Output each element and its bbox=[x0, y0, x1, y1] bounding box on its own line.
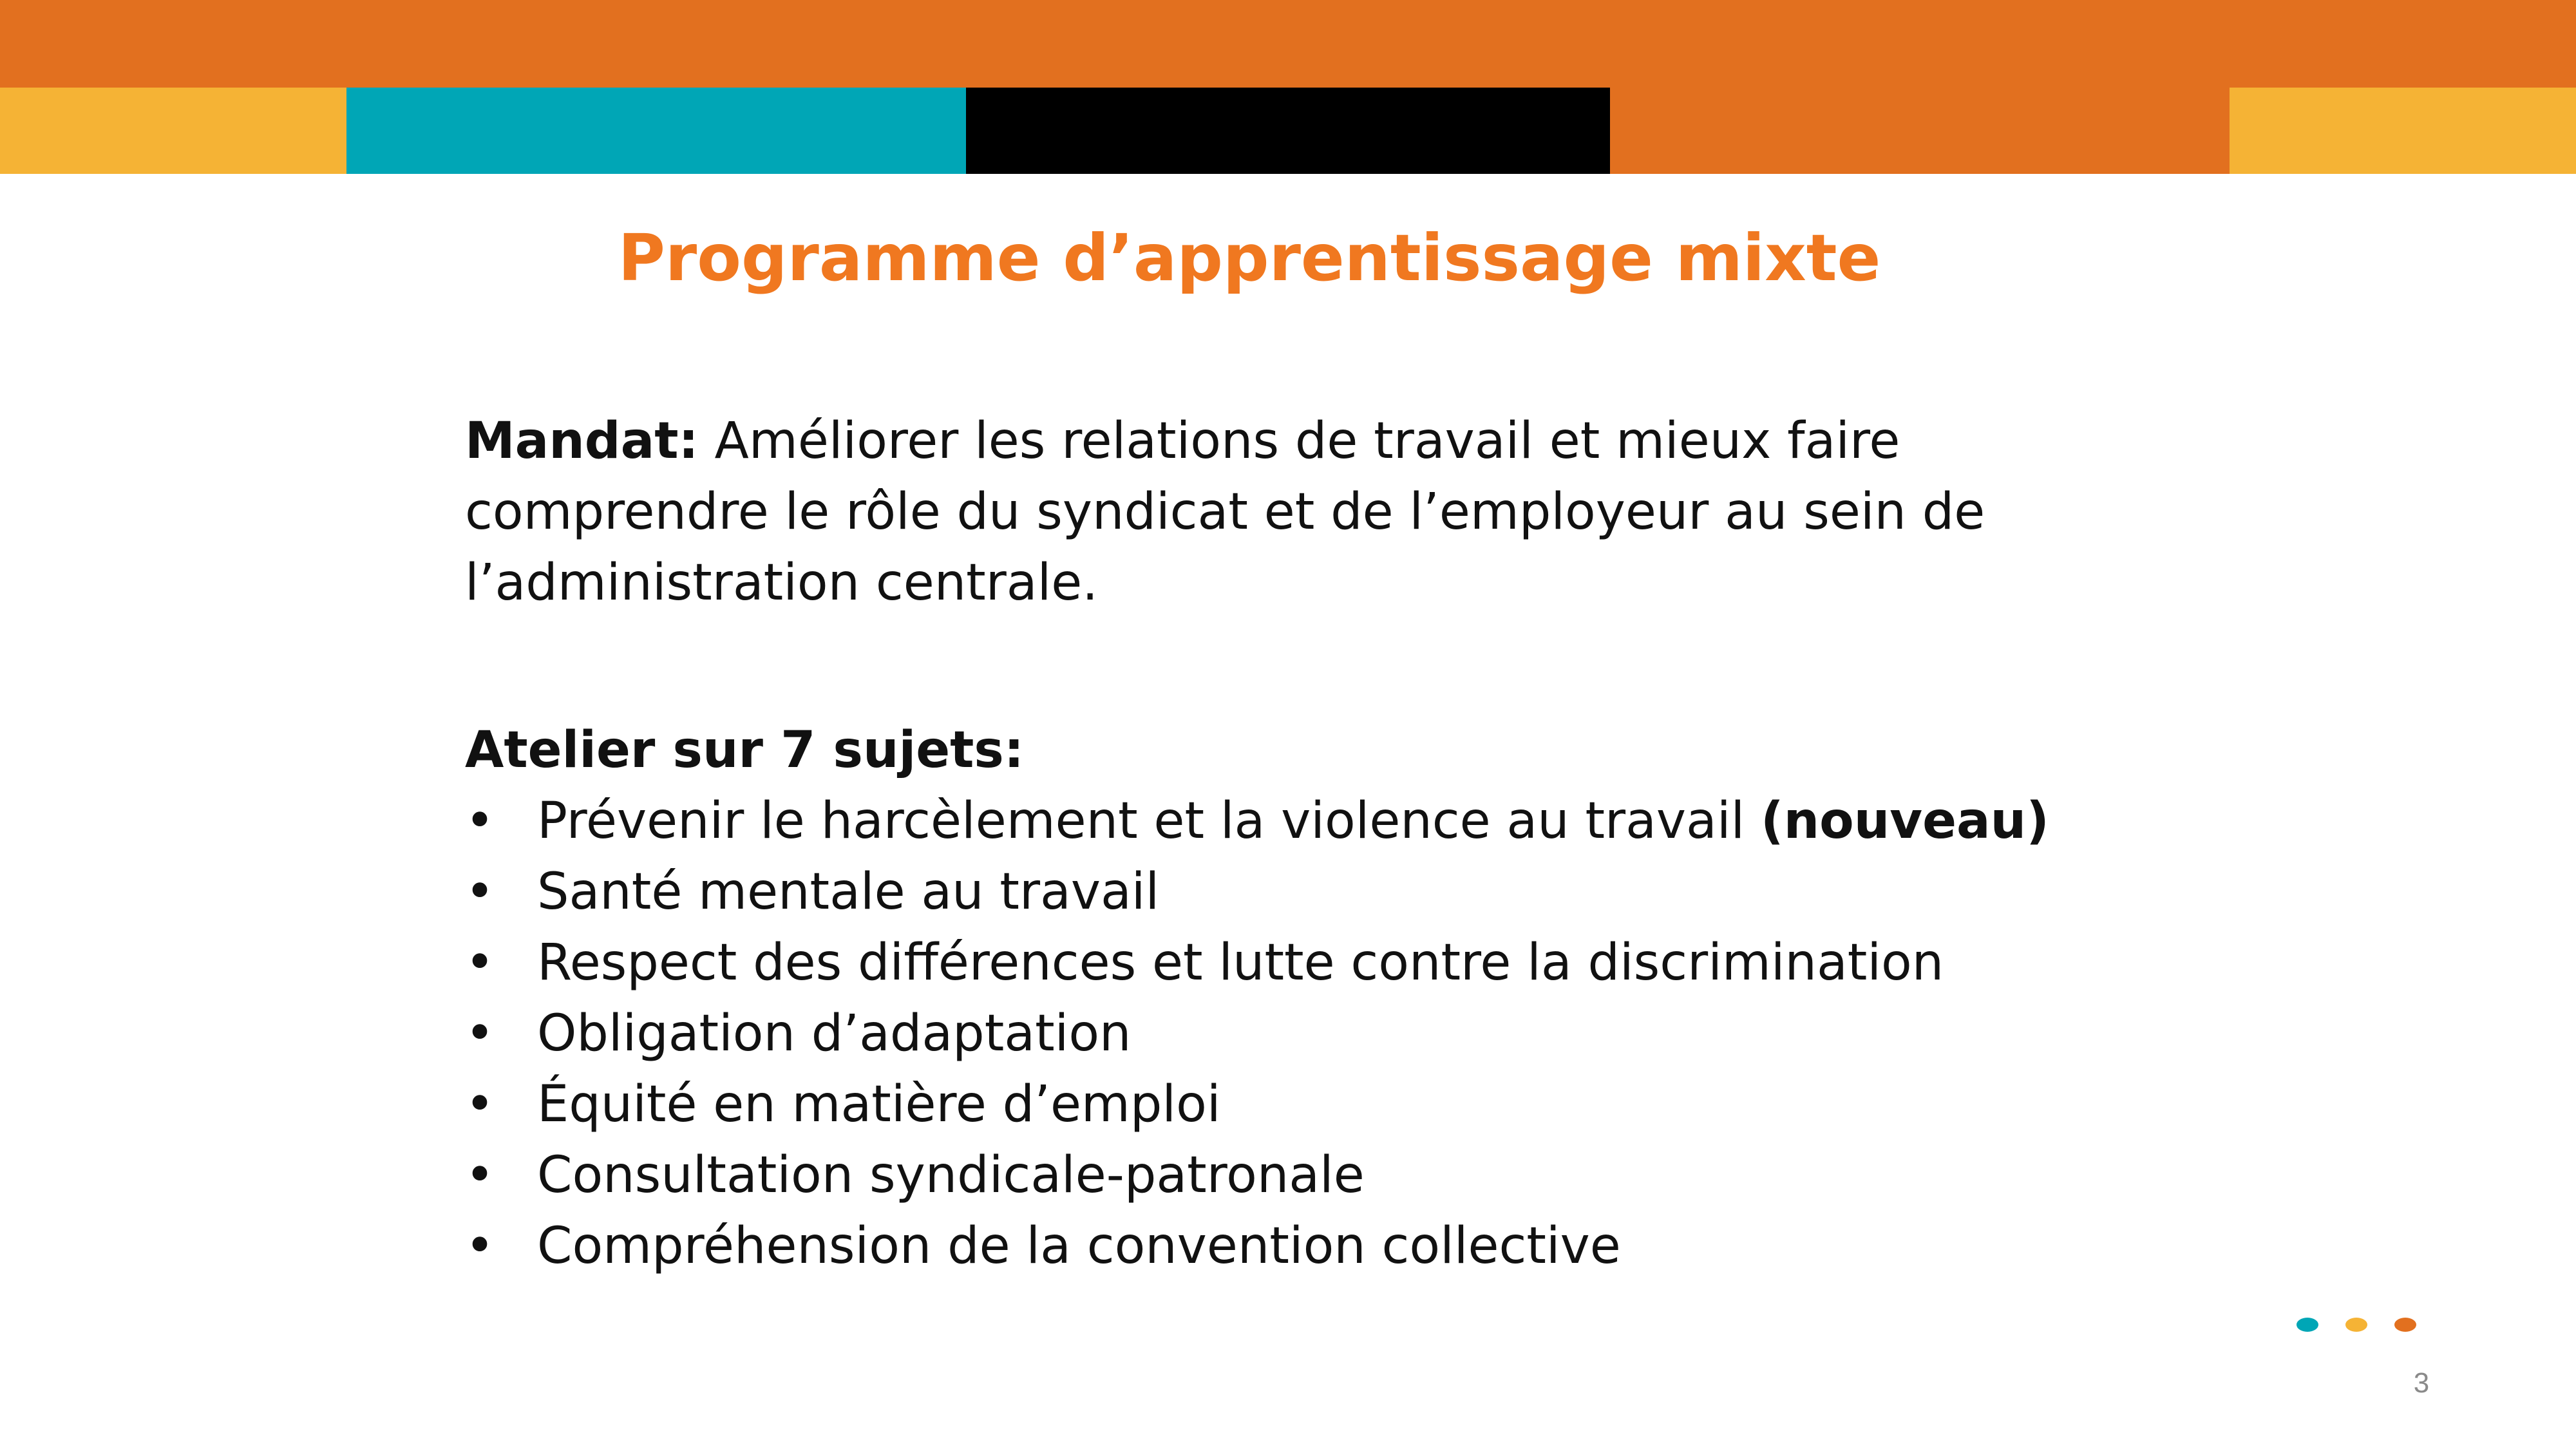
mandat-paragraph bbox=[465, 406, 2172, 618]
page-number: 3 bbox=[2413, 1367, 2430, 1399]
topic-new-tag: (nouveau) bbox=[1761, 792, 2049, 850]
mandat-text: Améliorer les relations de travail et mieux faire comprendre le rôle du syndicat et de l’employeur au sein de l’administration centrale. bbox=[465, 412, 1985, 612]
list-item bbox=[465, 1140, 2172, 1211]
header-segment-yellow-left bbox=[0, 88, 346, 174]
bullet-icon: • bbox=[465, 1146, 495, 1204]
dot-teal-icon bbox=[2297, 1318, 2318, 1332]
header-segment-orange bbox=[1610, 88, 2230, 174]
topic-text: Respect des différences et lutte contre la discrimination bbox=[537, 934, 1944, 992]
bullet-icon: • bbox=[465, 1075, 495, 1133]
bullet-icon: • bbox=[465, 934, 495, 992]
atelier-heading: Atelier sur 7 sujets: bbox=[465, 721, 1025, 779]
topic-text: Équité en matière d’emploi bbox=[537, 1075, 1221, 1133]
topic-list bbox=[465, 786, 2172, 1282]
bullet-icon: • bbox=[465, 863, 495, 921]
header-segment-black bbox=[966, 88, 1610, 174]
dot-yellow-icon bbox=[2345, 1318, 2367, 1332]
slide-body bbox=[465, 406, 2172, 1282]
bullet-icon: • bbox=[465, 1005, 495, 1063]
slide-title: Programme d’apprentissage mixte bbox=[618, 220, 1881, 296]
decorative-dots bbox=[2297, 1318, 2374, 1333]
list-item bbox=[465, 998, 2172, 1069]
bullet-icon: • bbox=[465, 1217, 495, 1275]
dot-orange-icon bbox=[2394, 1318, 2416, 1332]
list-item bbox=[465, 1069, 2172, 1140]
topic-text: Prévenir le harcèlement et la violence au travail bbox=[537, 792, 1761, 850]
list-item bbox=[465, 927, 2172, 998]
header-segment-yellow-right bbox=[2230, 88, 2576, 174]
header-segment-teal bbox=[346, 88, 966, 174]
header-band-orange bbox=[0, 0, 2576, 88]
topic-text: Obligation d’adaptation bbox=[537, 1005, 1132, 1063]
list-item bbox=[465, 857, 2172, 927]
topic-text: Santé mentale au travail bbox=[537, 863, 1160, 921]
topic-text: Consultation syndicale-patronale bbox=[537, 1146, 1365, 1204]
bullet-icon: • bbox=[465, 792, 495, 850]
list-item bbox=[465, 1211, 2172, 1282]
list-item bbox=[465, 786, 2172, 857]
topic-text: Compréhension de la convention collective bbox=[537, 1217, 1621, 1275]
mandat-label: Mandat: bbox=[465, 412, 699, 470]
